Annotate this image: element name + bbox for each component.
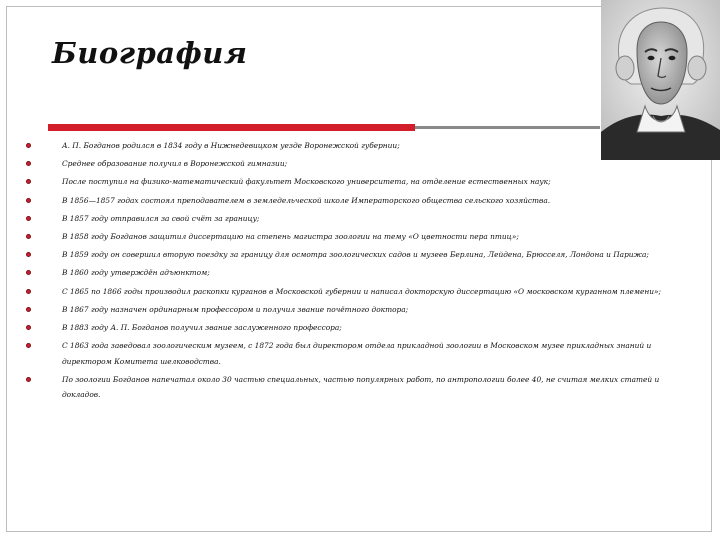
list-item [26,211,691,227]
bullet-icon [26,179,31,184]
bullet-icon [26,198,31,203]
list-item-text: После поступил на физико-математический факультет Московского университета, на отделение естественных наук; [62,177,551,187]
bullet-icon [26,307,31,312]
list-item-text: По зоологии Богданов напечатал около 30 частью специальных, частью популярных работ, по антропологии более 40, не считая мелких статей и докладов. [62,374,660,400]
bullet-icon [26,377,31,382]
list-item [26,229,691,245]
list-item-text: В 1859 году он совершил вторую поездку за границу для осмотра зоологических садов и музеев Берлина, Лейдена, Брюсселя, Лондона и Парижа; [62,250,649,260]
bullet-icon [26,216,31,221]
list-item [26,320,691,336]
list-item-text: В 1860 году утверждён адъюнктом; [62,268,210,278]
list-item-text: С 1863 года заведовал зоологическим музеем, с 1872 года был директором отдела прикладной зоологии в Московском музее прикладных знаний и директором Комитета шелководства. [62,341,652,366]
list-item-text: А. П. Богданов родился в 1834 году в Нижнедевицком уезде Воронежской губернии; [62,141,400,150]
list-item-text: С 1865 по 1866 годы производил раскопки курганов в Московской губернии и написал докторскую диссертацию «О московском курганном племени»; [62,286,661,296]
biography-list [26,138,691,405]
list-item [26,284,691,300]
bullet-icon [26,270,31,275]
bullet-icon [26,161,31,166]
list-item [26,138,691,154]
list-item [26,372,691,403]
list-item [26,193,691,209]
bullet-icon [26,143,31,148]
list-item [26,265,691,281]
list-item [26,247,691,263]
portrait-drawing [601,0,720,160]
portrait-image [601,0,720,160]
list-item-text: В 1858 году Богданов защитил диссертацию на степень магистра зоологии на тему «О цветности пера птиц»; [62,231,519,241]
title-underline-red [48,124,415,131]
bullet-icon [26,343,31,348]
bullet-icon [26,234,31,239]
bullet-icon [26,289,31,294]
bullet-icon [26,252,31,257]
list-item [26,174,691,190]
list-item-text: В 1883 году А. П. Богданов получил звание заслуженного профессора; [62,322,342,332]
list-item [26,156,691,172]
list-item-text: В 1857 году отправился за свой счёт за границу; [62,213,260,223]
list-item [26,338,691,369]
title-underline-gray [415,126,600,129]
list-item-text: В 1856—1857 годах состоял преподавателем в земледельческой школе Императорского общества сельского хозяйства. [62,195,551,205]
list-item [26,302,691,318]
list-item-text: В 1867 году назначен ординарным профессором и получил звание почётного доктора; [62,304,409,314]
list-item-text: Среднее образование получил в Воронежской гимназии; [62,159,288,169]
bullet-icon [26,325,31,330]
slide-title: Биография [52,36,248,70]
